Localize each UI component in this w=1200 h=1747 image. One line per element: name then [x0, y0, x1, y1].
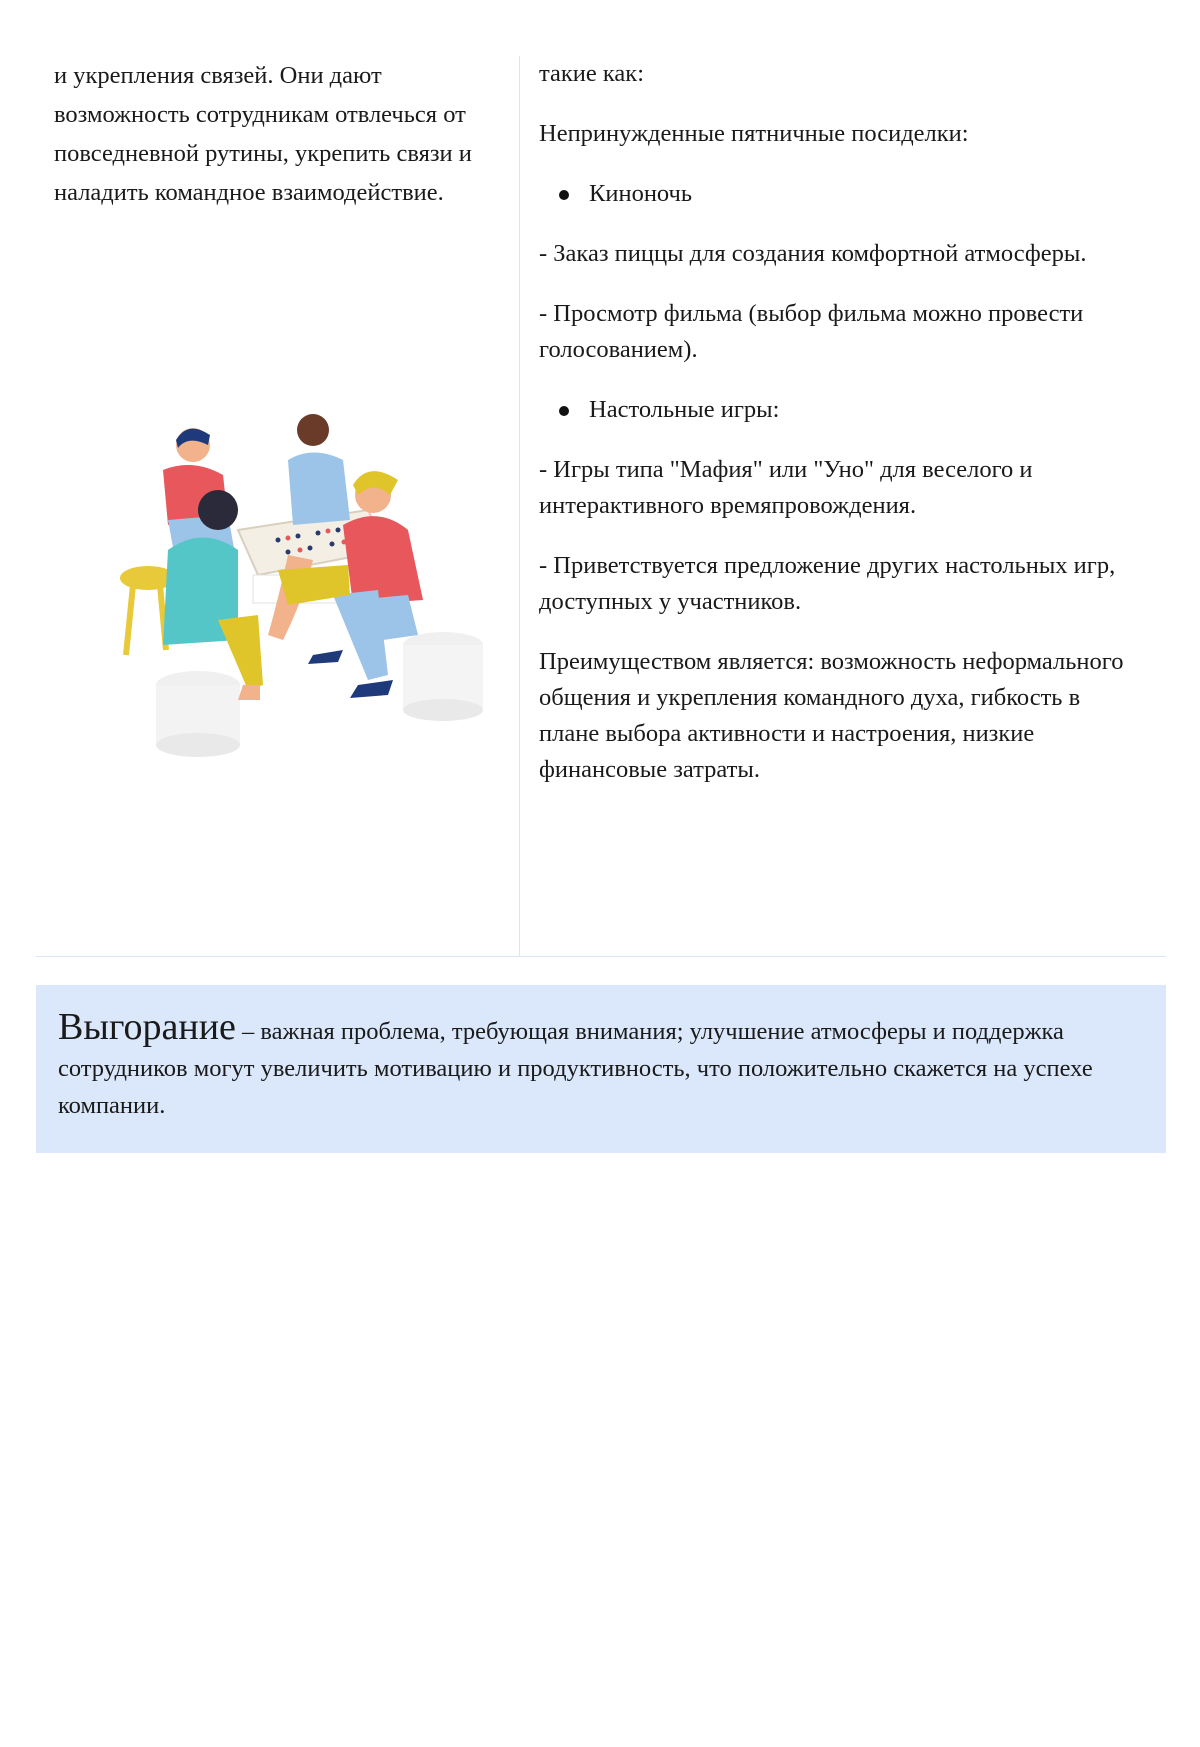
summary-body: – важная проблема, требующая внимания; улучшение атмосферы и поддержка сотрудников могут увеличить мотивацию и продуктивность, что положительно скажется на успехе компании. — [58, 1018, 1093, 1119]
section-heading: Непринужденные пятничные посиделки: — [539, 120, 969, 147]
column-divider — [519, 56, 520, 956]
bullet-label: Настольные игры: — [589, 396, 780, 423]
bullet-item-board-games — [539, 392, 1139, 428]
right-column — [539, 56, 1139, 812]
bullet-detail: - Заказ пиццы для создания комфортной атмосферы. — [539, 240, 1087, 267]
bullet-detail: - Игры типа "Мафия" или "Уно" для веселого и интерактивного времяпровождения. — [539, 456, 1033, 519]
left-column — [54, 56, 494, 212]
summary-title: Выгорание — [58, 1006, 236, 1048]
illustration-svg — [88, 400, 508, 800]
left-paragraph: и укрепления связей. Они дают возможность сотрудникам отвлечься от повседневной рутины, укрепить связи и наладить командное взаимодействие. — [54, 62, 472, 206]
intro-text: такие как: — [539, 60, 645, 87]
bullet-detail: - Приветствуется предложение других настольных игр, доступных у участников. — [539, 552, 1116, 615]
people-playing-board-game-illustration — [88, 400, 508, 800]
two-column-section — [36, 56, 1166, 957]
bullet-detail: - Просмотр фильма (выбор фильма можно провести голосованием). — [539, 300, 1084, 363]
bullet-icon — [559, 190, 569, 200]
advantage-paragraph: Преимуществом является: возможность неформального общения и укрепления командного духа, гибкость в плане выбора активности и настроения, низкие финансовые затраты. — [539, 648, 1124, 783]
summary-callout — [36, 985, 1166, 1153]
bullet-icon — [559, 406, 569, 416]
bullet-item-movie-night — [539, 176, 1139, 212]
summary-text-block — [58, 1006, 1144, 1124]
bullet-label: Киноночь — [589, 180, 693, 207]
